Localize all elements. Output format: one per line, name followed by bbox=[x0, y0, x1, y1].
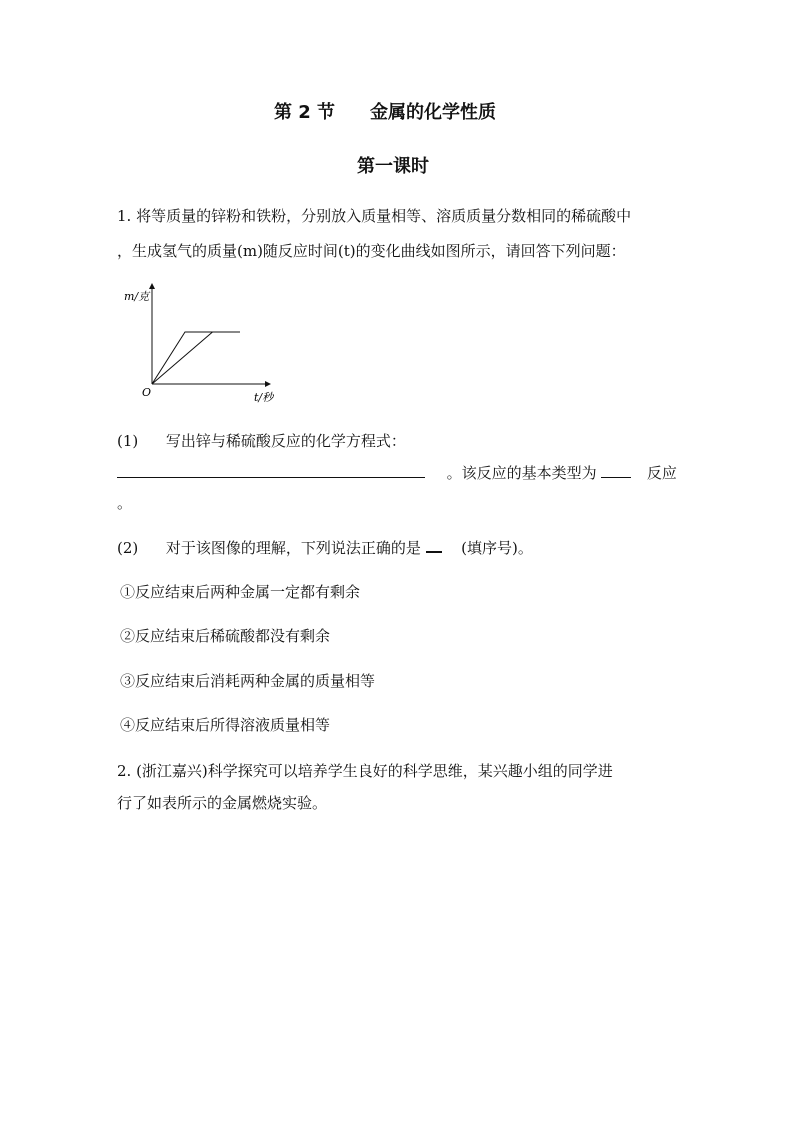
option-2: ②反应结束后稀硫酸都没有剩余 bbox=[120, 627, 331, 645]
x-axis-label: t/秒 bbox=[254, 391, 274, 404]
part2-prompt bbox=[117, 537, 533, 558]
part1-text: 写出锌与稀硫酸反应的化学方程式： bbox=[165, 432, 406, 450]
q1-line-2: ，生成氢气的质量(m)随反应时间(t)的变化曲线如图所示，请回答下列问题： bbox=[117, 242, 626, 260]
y-axis-label: m/克 bbox=[124, 290, 150, 303]
part2-label: (2) bbox=[117, 539, 139, 557]
reaction-graph bbox=[118, 280, 278, 408]
page-title: 金属的化学性质 bbox=[370, 102, 496, 123]
reaction-type-blank[interactable] bbox=[601, 463, 631, 478]
choice-blank[interactable] bbox=[426, 537, 442, 553]
series-line-2 bbox=[152, 332, 240, 384]
series-line-1 bbox=[152, 332, 240, 384]
option-1: ①反应结束后两种金属一定都有剩余 bbox=[120, 583, 361, 601]
part1-tail: 。 bbox=[117, 494, 133, 512]
lesson-title: 第一课时 bbox=[357, 156, 429, 177]
section-number: 第 2 节 bbox=[274, 102, 336, 123]
option-3: ③反应结束后消耗两种金属的质量相等 bbox=[120, 672, 376, 690]
part2-after-blank: (填序号)。 bbox=[461, 539, 533, 557]
reaction-chart-svg bbox=[118, 280, 278, 404]
q2-line-1: 2. (浙江嘉兴)科学探究可以培养学生良好的科学思维，某兴趣小组的同学进 bbox=[117, 762, 613, 780]
part1-after-blank: 。该反应的基本类型为 bbox=[446, 464, 597, 482]
part2-text: 对于该图像的理解，下列说法正确的是 bbox=[165, 539, 421, 557]
equation-blank[interactable] bbox=[117, 463, 425, 478]
part1-prompt bbox=[117, 430, 406, 451]
part1-end: 反应 bbox=[646, 464, 677, 482]
q2-line-2: 行了如表所示的金属燃烧实验。 bbox=[117, 794, 328, 812]
origin-label: O bbox=[142, 386, 152, 399]
part1-label: (1) bbox=[117, 432, 139, 450]
option-4: ④反应结束后所得溶液质量相等 bbox=[120, 716, 331, 734]
part1-answer-line bbox=[117, 462, 677, 483]
q1-line-1: 1. 将等质量的锌粉和铁粉，分别放入质量相等、溶质质量分数相同的稀硫酸中 bbox=[117, 207, 632, 225]
